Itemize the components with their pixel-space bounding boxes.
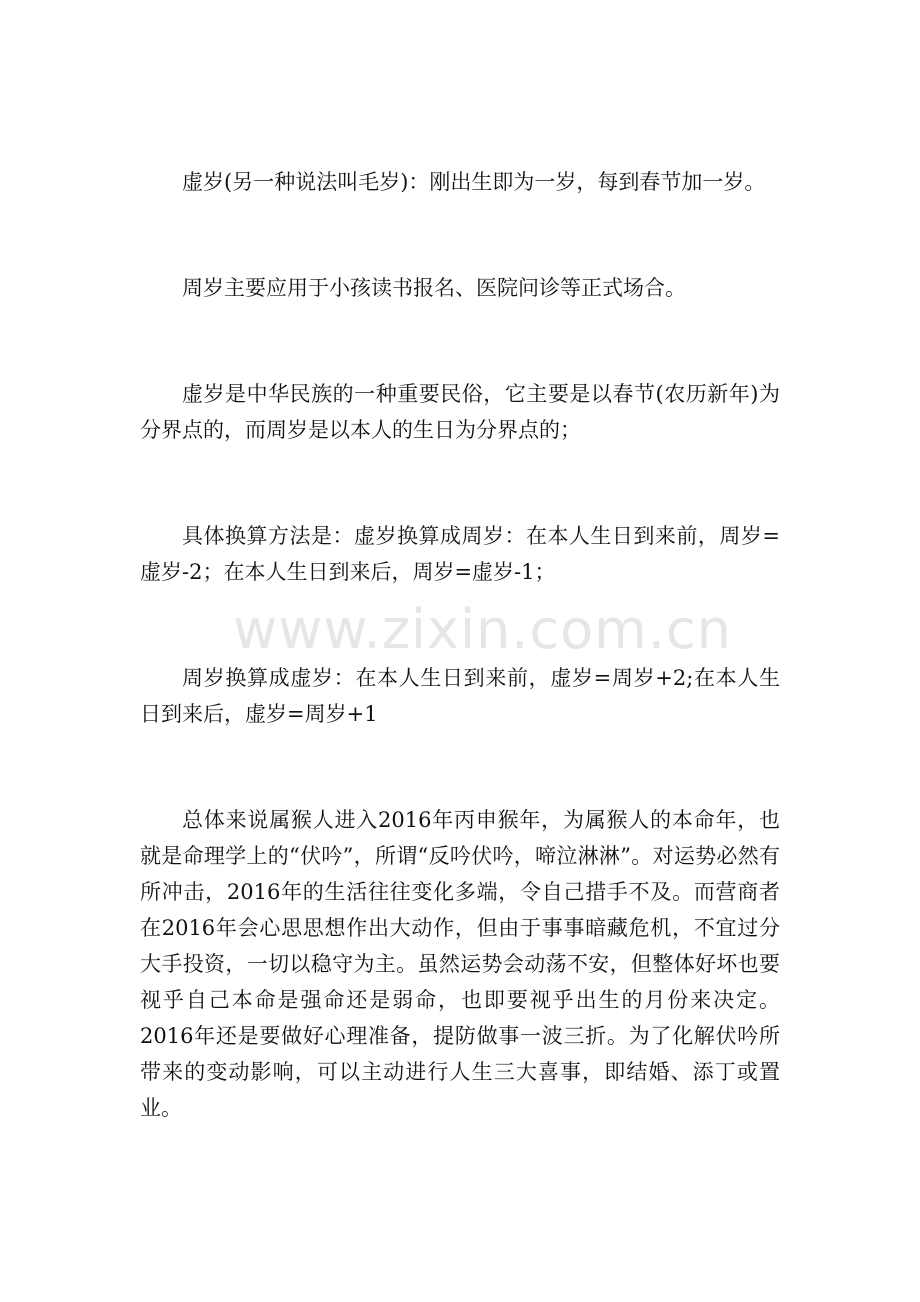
paragraph-full-age-usage: 周岁主要应用于小孩读书报名、医院问诊等正式场合。	[182, 276, 686, 300]
paragraph-nominal-age-definition: 虚岁(另一种说法叫毛岁)：刚出生即为一岁，每到春节加一岁。	[182, 170, 766, 194]
document-body	[140, 164, 780, 1126]
paragraph-boundary-difference: 虚岁是中华民族的一种重要民俗，它主要是以春节(农历新年)为分界点的，而周岁是以本人的生日为分界点的；	[140, 382, 780, 442]
watermark: www.zixin.com.cn	[233, 598, 732, 661]
paragraph-full-to-nominal-conversion: 周岁换算成虚岁：在本人生日到来前，虚岁=周岁+2;在本人生日到来后，虚岁=周岁+1	[140, 666, 780, 726]
paragraph-nominal-to-full-conversion: 具体换算方法是：虚岁换算成周岁：在本人生日到来前，周岁=虚岁-2；在本人生日到来后，周岁=虚岁-1；	[140, 524, 780, 584]
paragraph-monkey-year-fortune: 总体来说属猴人进入2016年丙申猴年，为属猴人的本命年，也就是命理学上的“伏吟”，所谓“反吟伏吟，啼泣淋淋”。对运势必然有所冲击，2016年的生活往往变化多端，令自己措手不及。而营商者在2016年会心思思想作出大动作，但由于事事暗藏危机，不宜过分大手投资，一切以稳守为主。虽然运势会动荡不安，但整体好坏也要视乎自己本命是强命还是弱命，也即要视乎出生的月份来决定。2016年还是要做好心理准备，提防做事一波三折。为了化解伏吟所带来的变动影响，可以主动进行人生三大喜事，即结婚、添丁或置业。	[140, 808, 780, 1120]
